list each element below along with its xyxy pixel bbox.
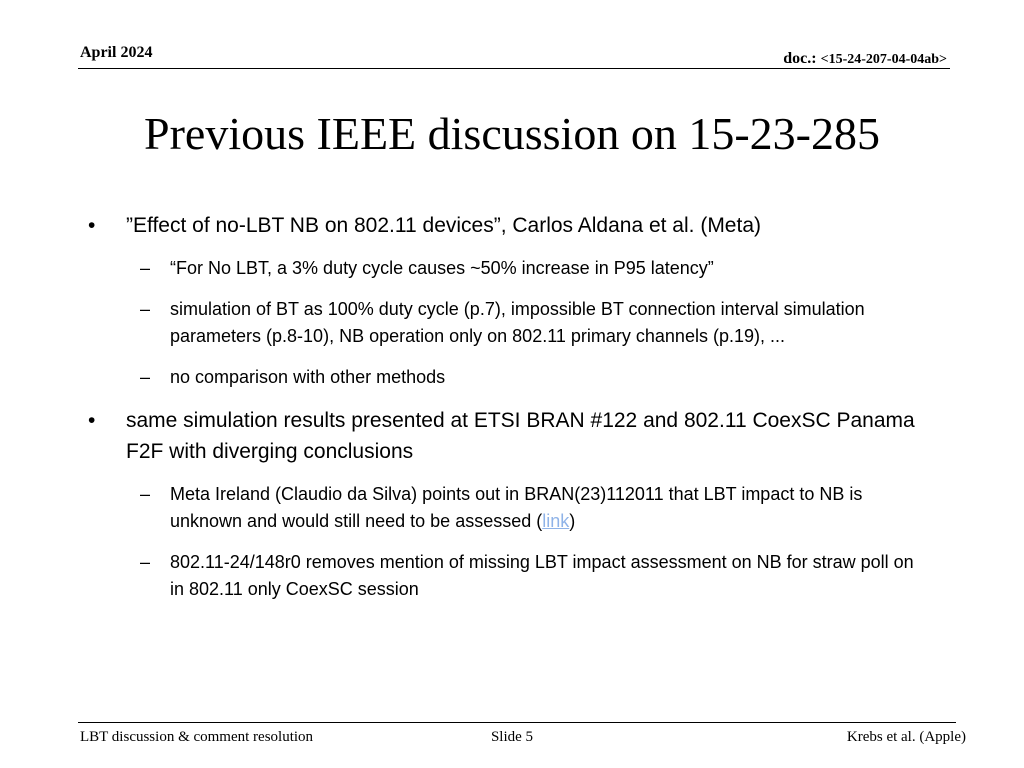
sub-bullet-marker: – xyxy=(140,258,151,278)
slide-title: Previous IEEE discussion on 15-23-285 xyxy=(144,108,880,159)
sub-bullet-1-3 xyxy=(88,364,928,391)
footer-left: LBT discussion & comment resolution xyxy=(80,729,314,745)
sub-bullet-text-before: Meta Ireland (Claudio da Silva) points out in BRAN(23)112011 that LBT impact to NB is unknown and would still need to be assessed ( xyxy=(170,484,863,531)
footer-right: Krebs et al. (Apple) xyxy=(846,729,966,745)
sub-bullet-text: no comparison with other methods xyxy=(170,367,446,387)
footer-divider xyxy=(78,722,956,723)
sub-bullet-marker: – xyxy=(140,484,151,504)
sub-bullet-marker: – xyxy=(140,367,151,387)
doc-label: doc.: xyxy=(783,50,821,67)
bullet-marker: • xyxy=(88,214,96,237)
sub-bullet-1-2 xyxy=(88,296,928,350)
sub-bullet-text: 802.11-24/148r0 removes mention of missing LBT impact assessment on NB for straw poll on in 802.11 only CoexSC session xyxy=(170,552,914,599)
sub-bullet-1-1 xyxy=(88,255,928,282)
reference-link[interactable]: link xyxy=(542,511,570,531)
sub-bullet-marker: – xyxy=(140,299,151,319)
sub-bullet-text: “For No LBT, a 3% duty cycle causes ~50% increase in P95 latency” xyxy=(170,258,714,278)
bullet-marker: • xyxy=(88,409,96,432)
bullet-text: ”Effect of no-LBT NB on 802.11 devices”, Carlos Aldana et al. (Meta) xyxy=(126,214,761,237)
slide-number: Slide 5 xyxy=(490,729,534,745)
bullet-1 xyxy=(88,210,928,241)
sub-bullet-marker: – xyxy=(140,552,151,572)
slide-body xyxy=(88,210,928,617)
sub-bullet-2-1 xyxy=(88,481,928,535)
sub-bullet-text-after: ) xyxy=(569,511,576,531)
header-divider xyxy=(78,68,950,69)
bullet-2 xyxy=(88,405,928,467)
sub-bullet-2-2 xyxy=(88,549,928,603)
sub-bullet-text xyxy=(170,484,862,531)
bullet-text: same simulation results presented at ETSI BRAN #122 and 802.11 CoexSC Panama F2F with diverging conclusions xyxy=(126,409,915,463)
header-doc-id xyxy=(783,50,947,68)
doc-number: <15-24-207-04-04ab> xyxy=(820,52,947,67)
sub-bullet-text: simulation of BT as 100% duty cycle (p.7), impossible BT connection interval simulation parameters (p.8-10), NB operation only on 802.11 primary channels (p.19), ... xyxy=(170,299,865,346)
header-date: April 2024 xyxy=(80,44,153,61)
